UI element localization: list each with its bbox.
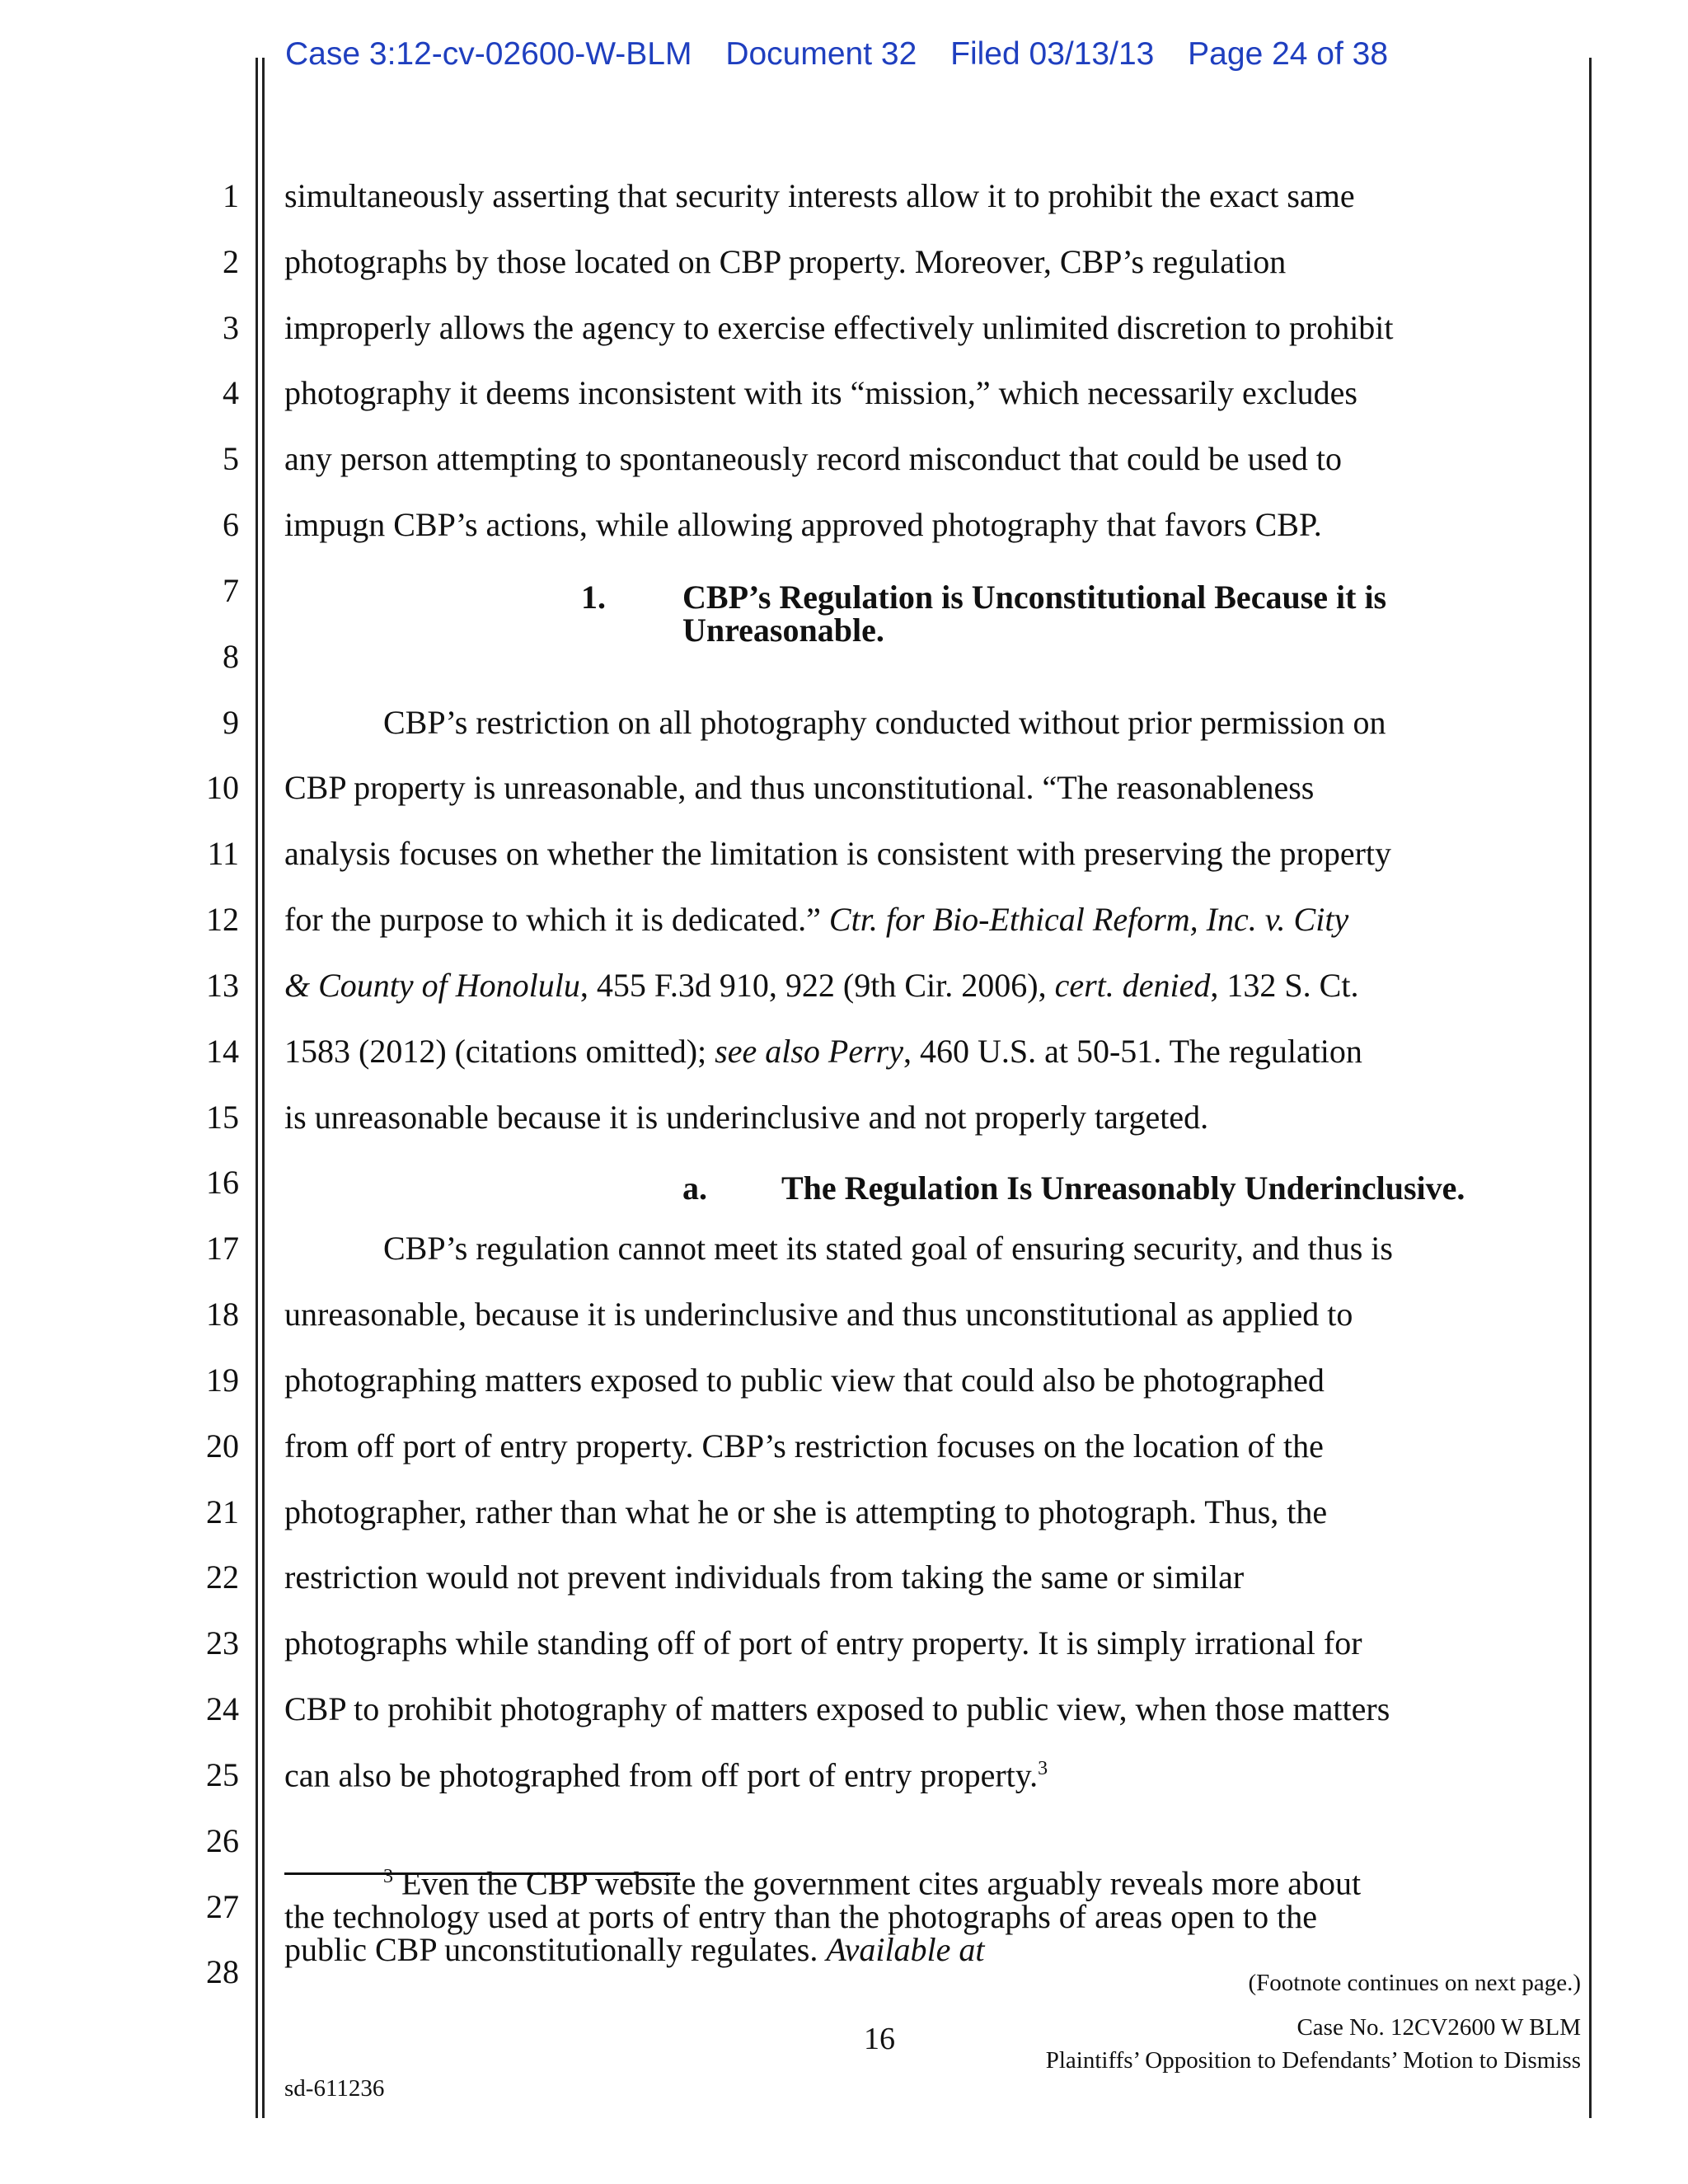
case-number-header: Case 3:12-cv-02600-W-BLM <box>285 36 692 72</box>
body-line: is unreasonable because it is underinclusive and not properly targeted. <box>284 1099 1209 1136</box>
footer-case-number: Case No. 12CV2600 W BLM <box>1296 2014 1581 2041</box>
line-number: 2 <box>223 243 239 280</box>
line-number: 25 <box>206 1756 239 1793</box>
body-line: CBP to prohibit photography of matters exposed to public view, when those matters <box>284 1690 1390 1727</box>
filed-date: Filed 03/13/13 <box>950 36 1155 72</box>
body-line: any person attempting to spontaneously record misconduct that could be used to <box>284 440 1343 477</box>
footnote-line: the technology used at ports of entry than the photographs of areas open to the <box>284 1898 1317 1935</box>
body-line: photographs while standing off of port of entry property. It is simply irrational for <box>284 1624 1362 1661</box>
body-line: improperly allows the agency to exercise effectively unlimited discretion to prohibit <box>284 309 1394 346</box>
line-number: 19 <box>206 1361 239 1399</box>
document-id: sd-611236 <box>284 2075 385 2102</box>
line-number: 27 <box>206 1888 239 1925</box>
line-number: 6 <box>223 506 239 543</box>
body-line: restriction would not prevent individuals from taking the same or similar <box>284 1558 1245 1596</box>
right-margin-rule <box>1589 58 1592 2118</box>
body-line: photographing matters exposed to public view that could also be photographed <box>284 1361 1325 1399</box>
case-citation: Ctr. for Bio-Ethical Reform, Inc. v. City <box>828 901 1349 938</box>
footnote-text: Even the CBP website the government cites arguably reveals more about <box>393 1864 1362 1902</box>
body-line: unreasonable, because it is underinclusive and thus unconstitutional as applied to <box>284 1296 1353 1333</box>
footnote-continues: (Footnote continues on next page.) <box>1248 1970 1581 1996</box>
line-number: 14 <box>206 1033 239 1070</box>
line-number: 24 <box>206 1690 239 1727</box>
line-number: 3 <box>223 309 239 346</box>
line-number: 13 <box>206 967 239 1004</box>
ecf-header <box>285 36 1413 73</box>
line-number: 23 <box>206 1624 239 1661</box>
text-run: 1583 (2012) (citations omitted); <box>284 1033 715 1070</box>
text-run: , 460 U.S. at 50-51. The regulation <box>903 1033 1362 1070</box>
body-line: CBP’s restriction on all photography conducted without prior permission on <box>383 704 1386 741</box>
left-margin-rule-inner <box>262 58 265 2118</box>
body-line: photographs by those located on CBP property. Moreover, CBP’s regulation <box>284 243 1287 280</box>
body-line: analysis focuses on whether the limitation is consistent with preserving the property <box>284 835 1392 872</box>
body-line: photography it deems inconsistent with its “mission,” which necessarily excludes <box>284 374 1357 411</box>
text-run: , 132 S. Ct. <box>1210 967 1359 1004</box>
line-number: 12 <box>206 901 239 938</box>
line-number: 5 <box>223 440 239 477</box>
body-line: CBP’s regulation cannot meet its stated goal of ensuring security, and thus is <box>383 1230 1393 1267</box>
body-line: impugn CBP’s actions, while allowing approved photography that favors CBP. <box>284 506 1322 543</box>
text-run: for the purpose to which it is dedicated.” <box>284 901 829 938</box>
line-number: 18 <box>206 1296 239 1333</box>
section-heading-cont: Unreasonable. <box>682 612 884 649</box>
subsection-heading-number: a. <box>682 1169 707 1207</box>
body-line: photographer, rather than what he or she is attempting to photograph. Thus, the <box>284 1493 1328 1530</box>
line-number: 7 <box>223 572 239 609</box>
page-number: 16 <box>864 2022 895 2056</box>
case-citation: & County of Honolulu <box>284 967 580 1004</box>
text-run: can also be photographed from off port of entry property. <box>284 1756 1039 1794</box>
footnote-text: public CBP unconstitutionally regulates. <box>284 1931 827 1968</box>
line-number: 28 <box>206 1953 239 1990</box>
line-number: 15 <box>206 1099 239 1136</box>
case-citation: see also Perry <box>715 1033 903 1070</box>
line-number: 1 <box>223 177 239 214</box>
footer-document-title: Plaintiffs’ Opposition to Defendants’ Motion to Dismiss <box>1045 2047 1581 2074</box>
line-number: 8 <box>223 638 239 675</box>
line-number: 20 <box>206 1427 239 1465</box>
line-number: 4 <box>223 374 239 411</box>
line-number: 17 <box>206 1230 239 1267</box>
citation-signal: cert. denied <box>1054 967 1211 1004</box>
left-margin-rule-outer <box>256 58 258 2118</box>
section-heading: CBP’s Regulation is Unconstitutional Because it is <box>682 579 1387 616</box>
line-number: 26 <box>206 1822 239 1859</box>
subsection-heading: The Regulation Is Unreasonably Underinclusive. <box>781 1169 1465 1207</box>
document-number: Document 32 <box>725 36 917 72</box>
line-number: 11 <box>207 835 239 872</box>
body-line: from off port of entry property. CBP’s restriction focuses on the location of the <box>284 1427 1324 1465</box>
line-number: 10 <box>206 769 239 806</box>
footnote-line <box>383 1864 1362 1902</box>
page-indicator: Page 24 of 38 <box>1188 36 1389 72</box>
line-number: 9 <box>223 704 239 741</box>
text-run: , 455 F.3d 910, 922 (9th Cir. 2006), <box>579 967 1055 1004</box>
footnote-line <box>284 1933 985 1966</box>
body-line <box>284 1035 1362 1068</box>
body-line <box>284 1756 1048 1794</box>
line-number: 16 <box>206 1164 239 1201</box>
line-number: 22 <box>206 1558 239 1596</box>
body-line <box>284 903 1348 936</box>
line-number: 21 <box>206 1493 239 1530</box>
footnote-italic: Available at <box>826 1931 985 1968</box>
section-heading-number: 1. <box>581 579 606 616</box>
footnote-marker: 3 <box>383 1866 393 1887</box>
body-line: simultaneously asserting that security interests allow it to prohibit the exact same <box>284 177 1355 214</box>
footnote-reference: 3 <box>1038 1758 1048 1779</box>
body-line: CBP property is unreasonable, and thus unconstitutional. “The reasonableness <box>284 769 1315 806</box>
body-line <box>284 969 1358 1002</box>
